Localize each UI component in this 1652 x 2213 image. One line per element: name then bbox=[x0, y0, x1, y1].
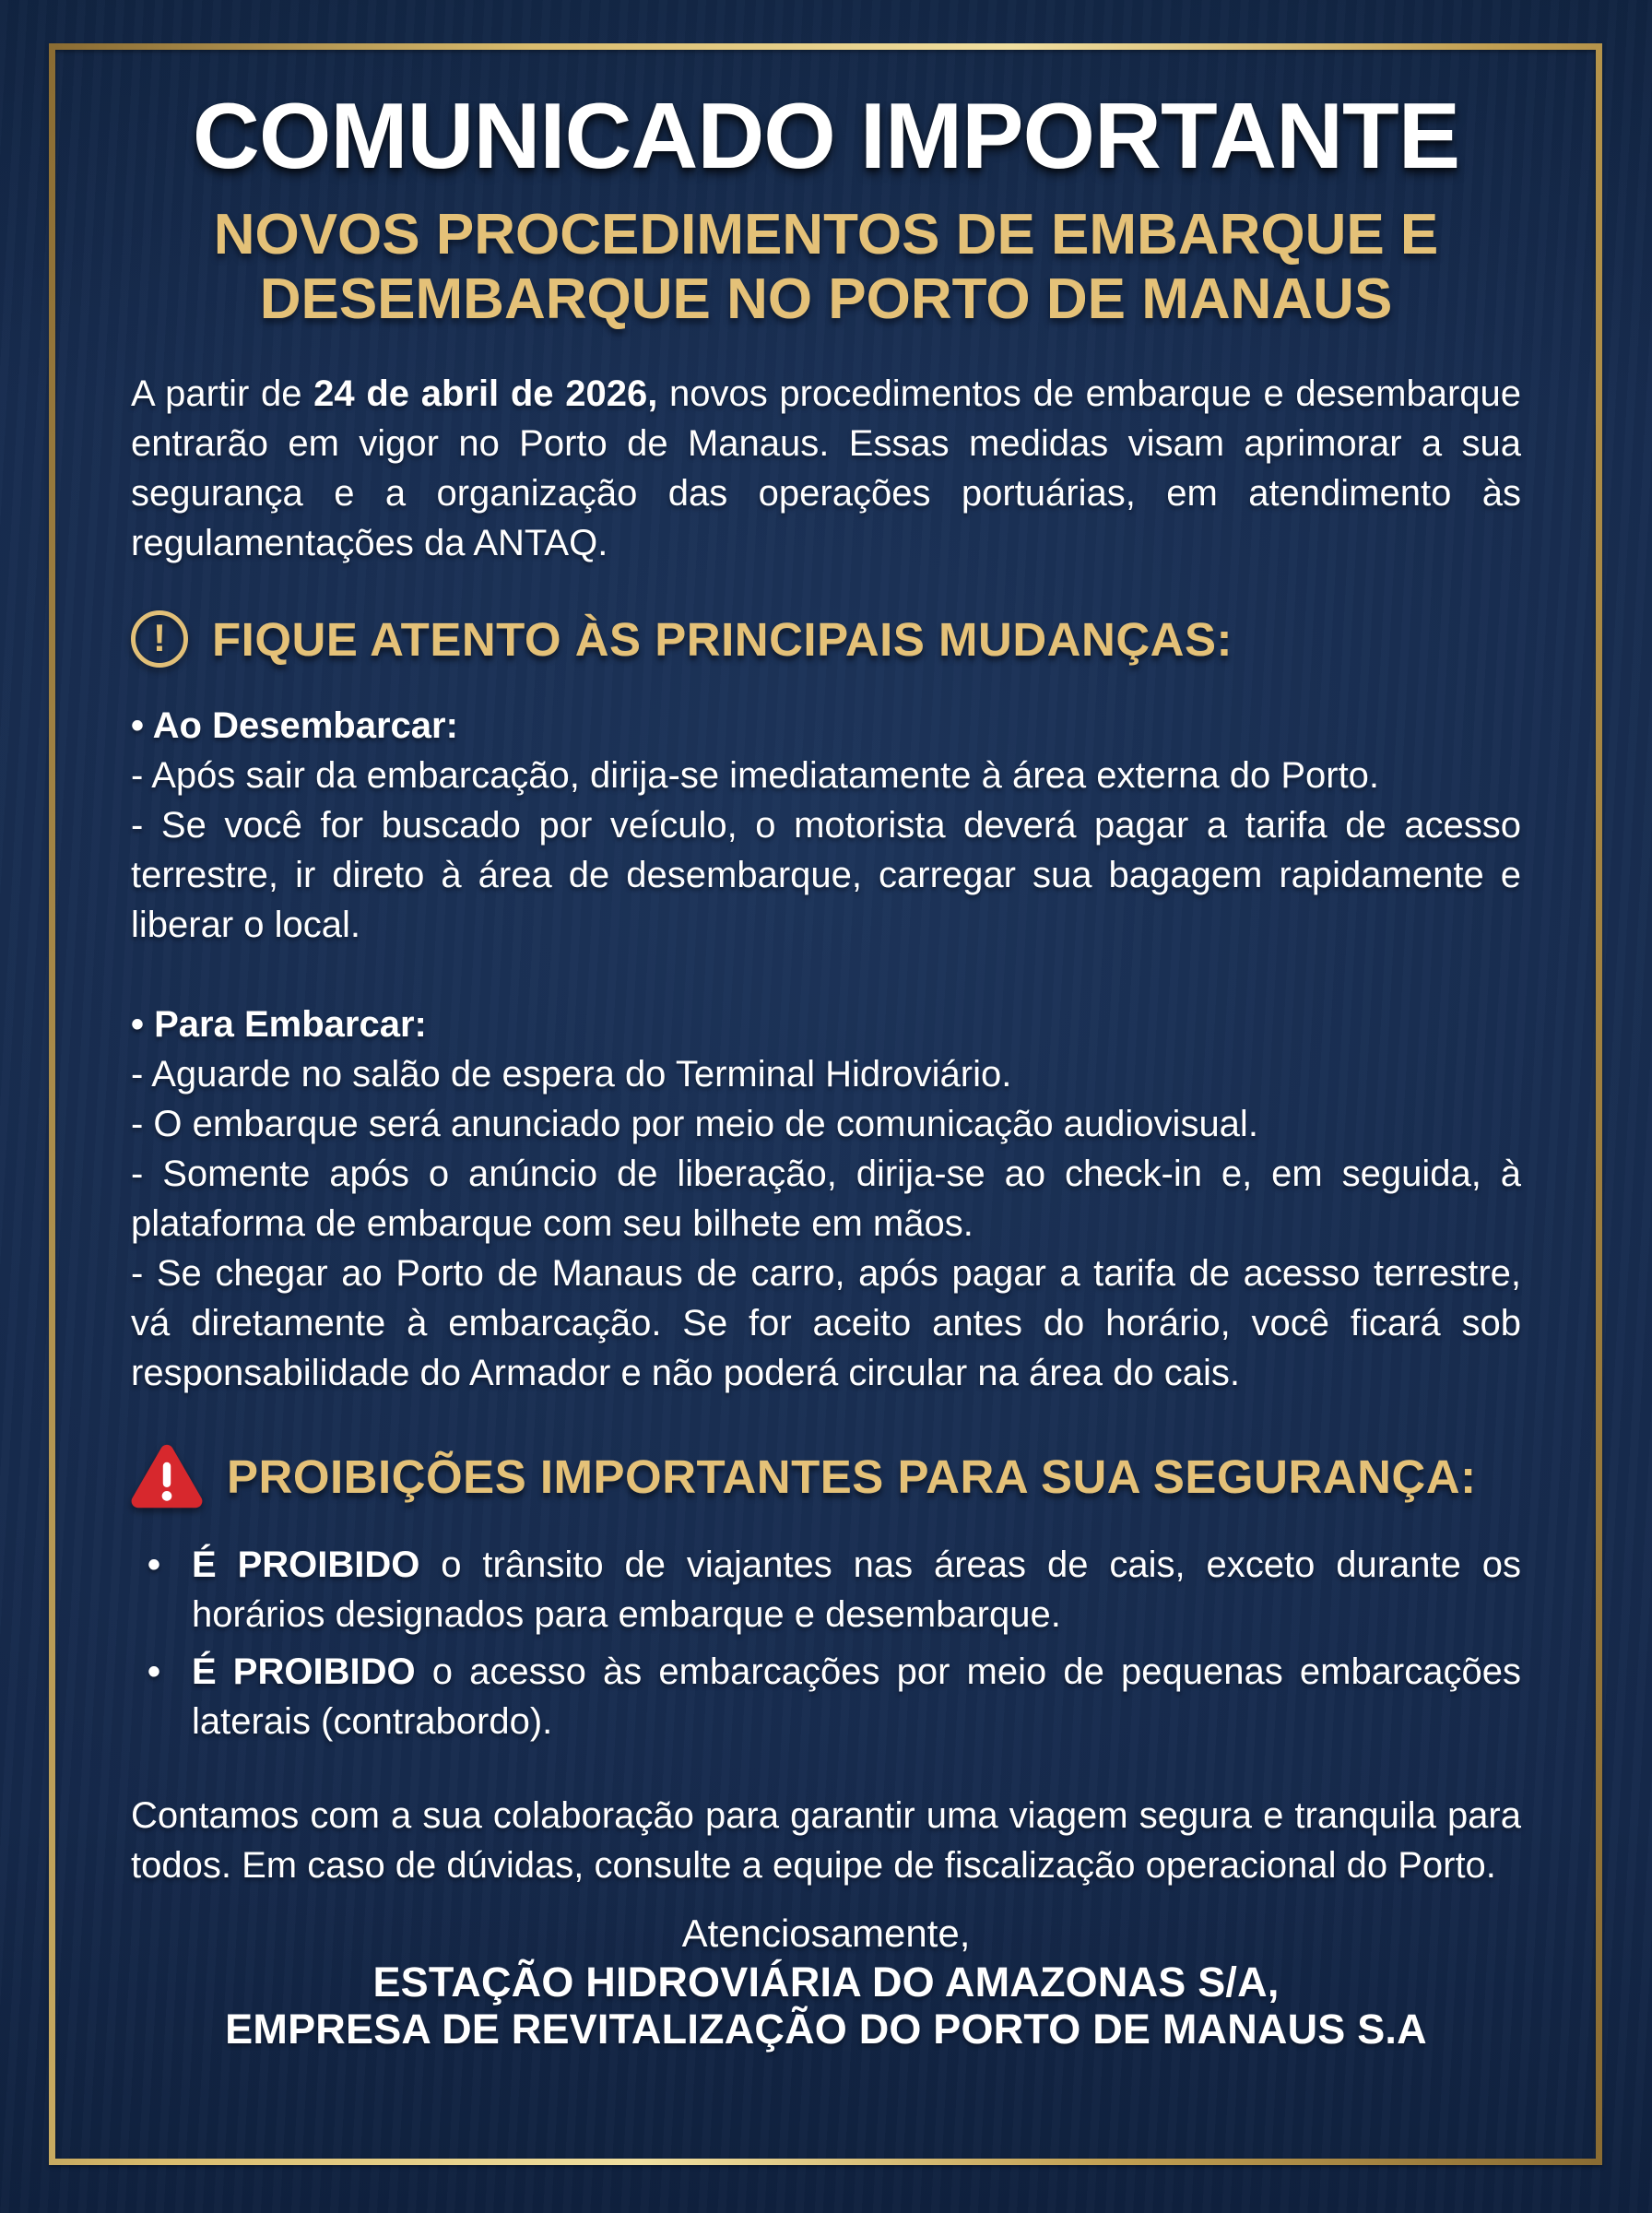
intro-paragraph bbox=[131, 369, 1521, 568]
changes-heading: FIQUE ATENTO ÀS PRINCIPAIS MUDANÇAS: bbox=[212, 612, 1233, 666]
disembark-line-1: - Após sair da embarcação, dirija-se imediatamente à área externa do Porto. bbox=[131, 755, 1380, 796]
alert-circle-glyph: ! bbox=[153, 616, 166, 659]
alert-circle-icon bbox=[131, 610, 188, 668]
prohibitions-heading: PROIBIÇÕES IMPORTANTES PARA SUA SEGURANÇA: bbox=[227, 1450, 1477, 1503]
embark-line-3: - Somente após o anúncio de liberação, dirija-se ao check-in e, em seguida, à plataforma de embarque com seu bilhete em mãos. bbox=[131, 1154, 1521, 1244]
intro-date-bold: 24 de abril de 2026, bbox=[313, 373, 658, 414]
prohibition-item bbox=[131, 1540, 1521, 1639]
disembark-label: • Ao Desembarcar: bbox=[131, 705, 458, 746]
prohibition-bold: É PROIBIDO bbox=[192, 1651, 416, 1692]
bullet-glyph: • bbox=[148, 1651, 161, 1692]
embark-line-2: - O embarque será anunciado por meio de comunicação audiovisual. bbox=[131, 1104, 1258, 1144]
prohibitions-heading-row bbox=[131, 1442, 1521, 1510]
prohibitions-list bbox=[131, 1540, 1521, 1746]
closing-paragraph: Contamos com a sua colaboração para garantir uma viagem segura e tranquila para todos. Em caso de dúvidas, consulte a equipe de fiscalização operacional do Porto. bbox=[131, 1795, 1521, 1886]
embark-label: • Para Embarcar: bbox=[131, 1004, 427, 1045]
prohibition-bold: É PROIBIDO bbox=[192, 1544, 420, 1585]
prohibition-item bbox=[131, 1647, 1521, 1746]
changes-heading-row bbox=[131, 605, 1521, 673]
page-title: COMUNICADO IMPORTANTE bbox=[192, 85, 1460, 188]
salutation: Atenciosamente, bbox=[681, 1911, 971, 1955]
intro-text-start: A partir de bbox=[131, 373, 314, 414]
signature-line-1: ESTAÇÃO HIDROVIÁRIA DO AMAZONAS S/A, bbox=[372, 1959, 1280, 2006]
subtitle-line-2: DESEMBARQUE NO PORTO DE MANAUS bbox=[259, 267, 1393, 331]
page-subtitle bbox=[131, 203, 1521, 332]
bullet-glyph: • bbox=[148, 1544, 161, 1585]
subtitle-line-1: NOVOS PROCEDIMENTOS DE EMBARQUE E bbox=[213, 203, 1439, 266]
prohibition-text: o trânsito de viajantes nas áreas de cais, exceto durante os horários designados para embarque e desembarque. bbox=[192, 1544, 1522, 1635]
signature-line-2: EMPRESA DE REVITALIZAÇÃO DO PORTO DE MANAUS S.A bbox=[225, 2006, 1427, 2053]
embark-line-1: - Aguarde no salão de espera do Terminal Hidroviário. bbox=[131, 1054, 1012, 1095]
warning-triangle-icon bbox=[131, 1444, 203, 1509]
embark-line-4: - Se chegar ao Porto de Manaus de carro, após pagar a tarifa de acesso terrestre, vá diretamente à embarcação. Se for aceito antes do horário, você ficará sob responsabilidade do Armador e não poderá circular na área do cais. bbox=[131, 1253, 1521, 1393]
disembark-line-2: - Se você for buscado por veículo, o motorista deverá pagar a tarifa de acesso terrestre, ir direto à área de desembarque, carregar sua bagagem rapidamente e liberar o local. bbox=[131, 805, 1521, 945]
intro-text-end: novos procedimentos de embarque e desembarque entrarão em vigor no Porto de Manaus. Essas medidas visam aprimorar a sua segurança e a organização das operações portuárias, em atendimento às regulamentações da ANTAQ. bbox=[131, 373, 1522, 563]
prohibition-text: o acesso às embarcações por meio de pequenas embarcações laterais (contrabordo). bbox=[192, 1651, 1521, 1742]
